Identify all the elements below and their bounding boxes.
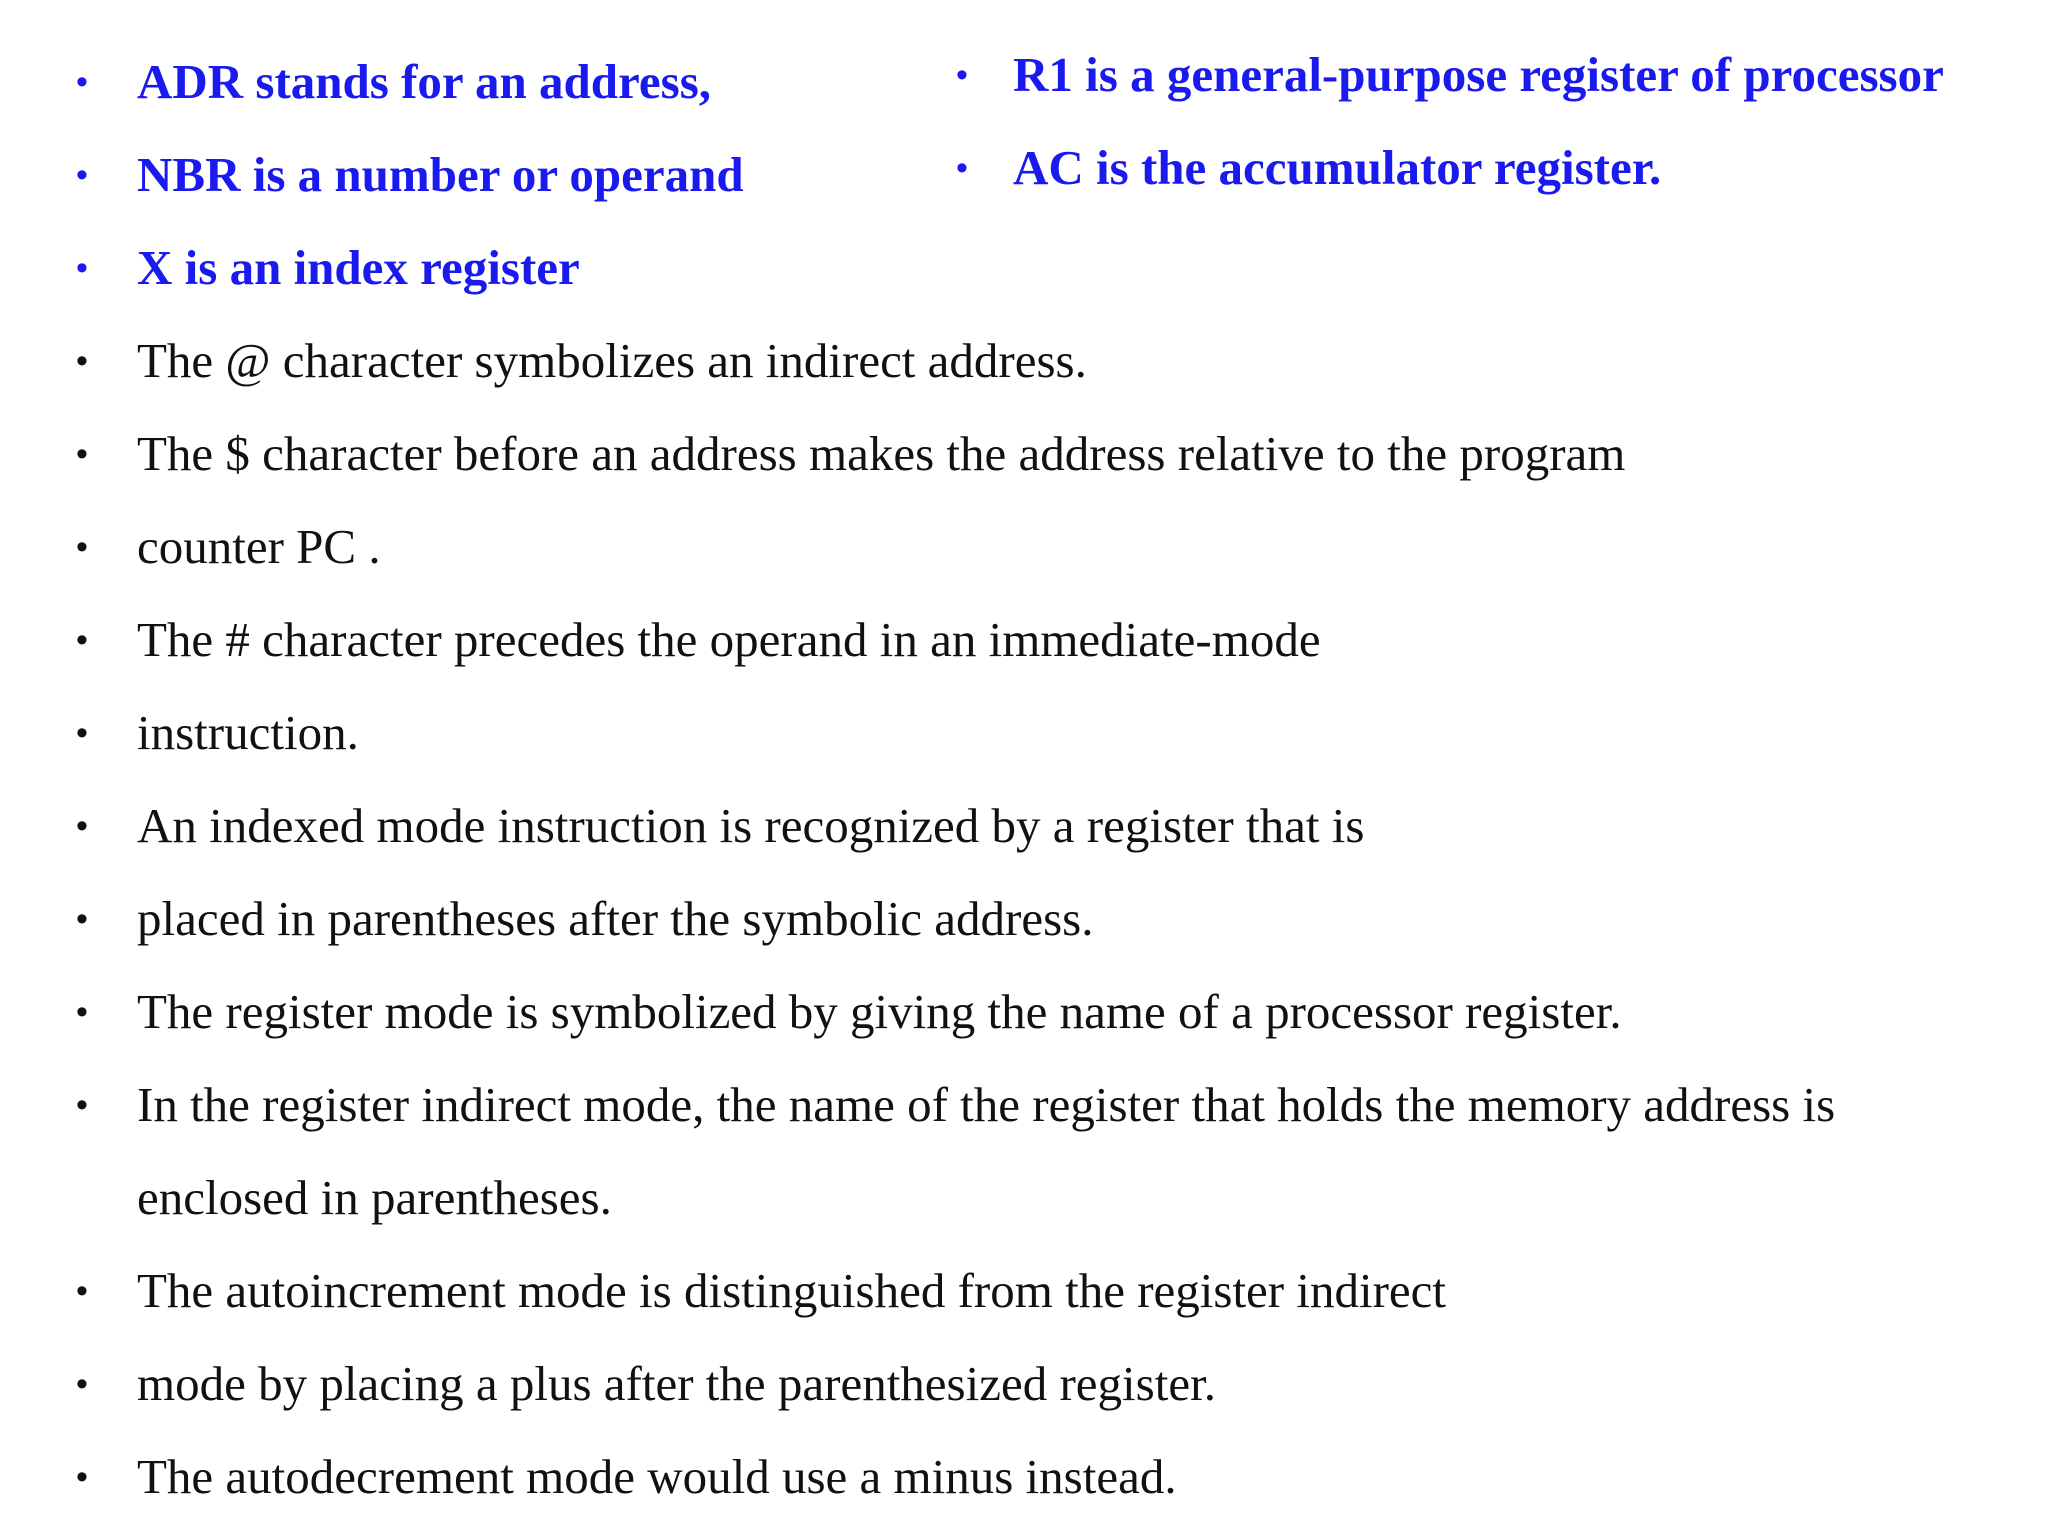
- bullet-icon: •: [956, 56, 968, 94]
- bullet-icon: •: [76, 528, 88, 566]
- bullet-icon: •: [76, 1458, 88, 1496]
- bullet-icon: •: [76, 1365, 88, 1403]
- bullet-icon: •: [76, 1272, 88, 1310]
- list-item-text: The autoincrement mode is distinguished from the register indirect: [137, 1263, 1447, 1318]
- list-item-text: The # character precedes the operand in an immediate-mode: [137, 612, 1321, 667]
- list-item-text: mode by placing a plus after the parenthesized register.: [137, 1356, 1216, 1411]
- bullet-icon: •: [76, 249, 88, 287]
- bullet-icon: •: [956, 149, 968, 187]
- bullet-icon: •: [76, 621, 88, 659]
- list-item-text: The @ character symbolizes an indirect address.: [137, 333, 1087, 388]
- list-item-text: The autodecrement mode would use a minus instead.: [137, 1449, 1177, 1504]
- definition-text: ADR stands for an address,: [137, 54, 712, 109]
- definition-text: X is an index register: [137, 240, 580, 295]
- list-item-text: enclosed in parentheses.: [137, 1170, 612, 1225]
- list-item-text: placed in parentheses after the symbolic address.: [137, 891, 1094, 946]
- bullet-icon: •: [76, 342, 88, 380]
- list-item-text: The $ character before an address makes the address relative to the program: [137, 426, 1626, 481]
- list-item-text: The register mode is symbolized by giving the name of a processor register.: [137, 984, 1622, 1039]
- list-item-text: instruction.: [137, 705, 359, 760]
- definition-text: AC is the accumulator register.: [1013, 140, 1662, 195]
- definition-text: NBR is a number or operand: [137, 147, 744, 202]
- list-item-text: An indexed mode instruction is recognized by a register that is: [137, 798, 1365, 853]
- bullet-icon: •: [76, 714, 88, 752]
- bullet-icon: •: [76, 807, 88, 845]
- bullet-icon: •: [76, 900, 88, 938]
- bullet-icon: •: [76, 63, 88, 101]
- bullet-icon: •: [76, 156, 88, 194]
- bullet-icon: •: [76, 1086, 88, 1124]
- list-item-text: In the register indirect mode, the name of the register that holds the memory address is: [137, 1077, 1836, 1132]
- bullet-icon: •: [76, 993, 88, 1031]
- list-item-text: counter PC .: [137, 519, 381, 574]
- bullet-icon: •: [76, 435, 88, 473]
- definition-text: R1 is a general-purpose register of processor: [1013, 47, 1944, 102]
